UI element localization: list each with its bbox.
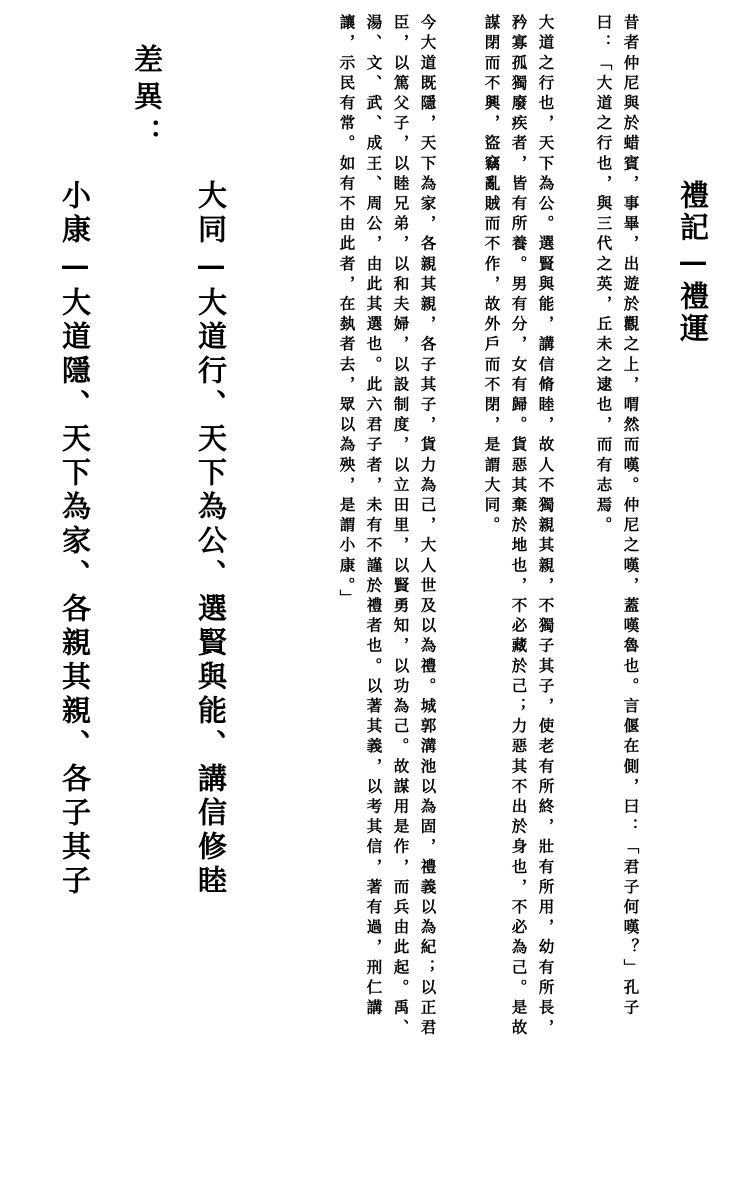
passage-line-5: 謀閉而不興，盜竊亂賊而不作，故外戶而不閉，是謂大同。 (482, 14, 502, 537)
page-title: 禮記—禮運 (676, 180, 710, 345)
xiaokang-summary: 小康—大道隱、天下為家、各親其親、各子其子 (58, 180, 92, 899)
passage-line-9: 讓，示民有常。如有不由此者，在埶者去，眾以為殃，是謂小康。」 (337, 14, 357, 610)
passage-line-1: 昔者仲尼與於蜡賓，事畢，出遊於觀之上，喟然而嘆。仲尼之嘆，蓋嘆魯也。言偃在側，曰：「君子何嘆？」孔子 (621, 14, 641, 1019)
passage-line-8: 湯、文、武、成王、周公，由此其選也。此六君子者，未有不謹於禮者也。以著其義，以考其信，著有過，刑仁講 (364, 14, 384, 1019)
passage-line-4: 矜寡孤獨廢疾者，皆有所養。男有分，女有歸。貨惡其棄於地也，不必藏於己；力惡其不出於身也，不必為己。是故 (509, 14, 529, 1040)
datong-summary: 大同—大道行、天下為公、選賢與能、講信修睦 (194, 180, 228, 899)
passage-line-6: 今大道既隱，天下為家，各親其親，各子其子，貨力為己，大人世及以為禮。城郭溝池以為固，禮義以為紀；以正君 (418, 14, 438, 1040)
differences-label: 差異： (130, 44, 164, 155)
passage-line-2: 曰：「大道之行也，與三代之英，丘未之逮也，而有志焉。 (594, 14, 614, 537)
passage-line-7: 臣，以篤父子，以睦兄弟，以和夫婦，以設制度，以立田里，以賢勇知，以功為己。故謀用是作，而兵由此起。禹、 (391, 14, 411, 1040)
passage-line-3: 大道之行也，天下為公。選賢與能，講信脩睦，故人不獨親其親，不獨子其子，使老有所終，壯有所用，幼有所長， (536, 14, 556, 1040)
